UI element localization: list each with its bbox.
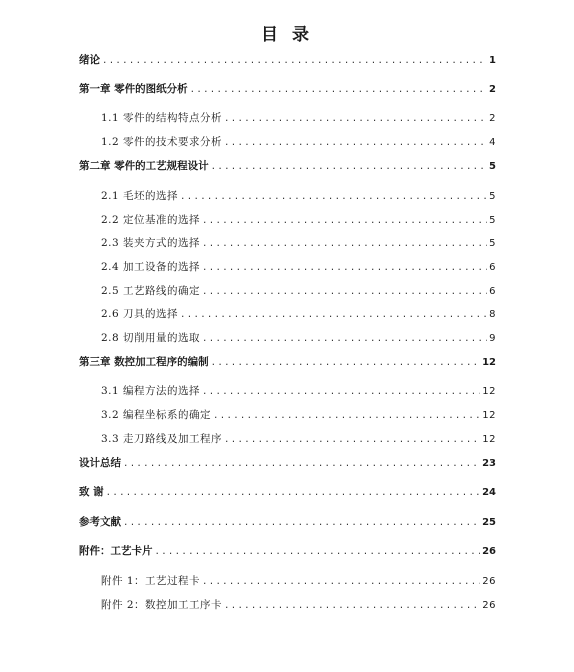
toc-page-number: 2	[489, 84, 496, 95]
toc-entry-text: 绪论	[79, 54, 100, 66]
toc-entry-text: 2.8 切削用量的选取	[101, 332, 201, 344]
toc-entry-text: 致 谢	[79, 486, 104, 498]
toc-entry-text: 2.2 定位基准的选择	[101, 214, 201, 226]
toc-entry-appendix-2	[101, 598, 496, 613]
toc-entry-text: 设计总结	[79, 457, 121, 469]
toc-page-number: 26	[482, 546, 496, 557]
toc-entry-chapter-1	[79, 82, 496, 97]
toc-entry-summary	[79, 456, 496, 471]
toc-entry-text: 3.2 编程坐标系的确定	[101, 409, 212, 421]
toc-entry-2-3	[101, 236, 496, 251]
toc-page-number: 6	[489, 286, 496, 297]
toc-page-number: 12	[482, 357, 496, 368]
toc-entry-text: 3.1 编程方法的选择	[101, 385, 201, 397]
toc-entry-2-1	[101, 189, 496, 204]
leader-dots	[211, 356, 480, 370]
toc-entry-appendix-1	[101, 574, 496, 589]
toc-page-number: 1	[489, 55, 496, 66]
toc-entry-text: 附件 1：工艺过程卡	[101, 575, 201, 587]
toc-page-number: 6	[489, 262, 496, 273]
toc-entry-text: 3.3 走刀路线及加工程序	[101, 433, 223, 445]
leader-dots	[224, 599, 480, 613]
leader-dots	[202, 214, 487, 228]
toc-entry-chapter-3	[79, 355, 496, 370]
toc-page-number: 24	[482, 487, 496, 498]
leader-dots	[202, 285, 487, 299]
leader-dots	[123, 516, 480, 530]
toc-entry-text: 附件 2：数控加工工序卡	[101, 599, 223, 611]
leader-dots	[224, 112, 487, 126]
leader-dots	[224, 136, 487, 150]
toc-entry-text: 1.2 零件的技术要求分析	[101, 136, 223, 148]
leader-dots	[190, 83, 487, 97]
toc-page-number: 23	[482, 458, 496, 469]
leader-dots	[106, 486, 480, 500]
toc-page-number: 5	[489, 238, 496, 249]
toc-entry-3-1	[101, 384, 496, 399]
toc-entry-1-2	[101, 135, 496, 150]
toc-page-number: 8	[489, 309, 496, 320]
leader-dots	[202, 385, 480, 399]
toc-entry-acknowledgements	[79, 485, 496, 500]
toc-page-number: 12	[482, 386, 496, 397]
leader-dots	[180, 308, 487, 322]
toc-entry-3-2	[101, 408, 496, 423]
toc-entry-3-3	[101, 432, 496, 447]
toc-page-number: 5	[489, 161, 496, 172]
toc-entry-text: 2.5 工艺路线的确定	[101, 285, 201, 297]
toc-entry-text: 附件：工艺卡片	[79, 545, 153, 557]
toc-entry-text: 2.6 刀具的选择	[101, 308, 179, 320]
toc-entry-chapter-2	[79, 159, 496, 174]
toc-entry-text: 2.3 装夹方式的选择	[101, 237, 201, 249]
toc-page-number: 26	[482, 600, 496, 611]
toc-entry-2-2	[101, 213, 496, 228]
toc-entry-text: 第二章 零件的工艺规程设计	[79, 160, 209, 172]
leader-dots	[211, 160, 487, 174]
toc-entry-text: 参考文献	[79, 516, 121, 528]
toc-entry-2-4	[101, 260, 496, 275]
toc-entry-text: 第一章 零件的图纸分析	[79, 83, 188, 95]
toc-page-number: 25	[482, 517, 496, 528]
leader-dots	[202, 261, 487, 275]
leader-dots	[202, 332, 487, 346]
toc-entry-text: 1.1 零件的结构特点分析	[101, 112, 223, 124]
toc-entry-text: 2.1 毛坯的选择	[101, 190, 179, 202]
toc-entry-references	[79, 515, 496, 530]
leader-dots	[102, 54, 487, 68]
toc-entry-text: 2.4 加工设备的选择	[101, 261, 201, 273]
toc-title: 目 录	[261, 25, 313, 45]
leader-dots	[202, 575, 480, 589]
leader-dots	[123, 457, 480, 471]
toc-entry-text: 第三章 数控加工程序的编制	[79, 356, 209, 368]
leader-dots	[224, 433, 480, 447]
leader-dots	[180, 190, 487, 204]
toc-page-number: 5	[489, 191, 496, 202]
leader-dots	[155, 545, 481, 559]
toc-entry-2-6	[101, 307, 496, 322]
toc-page-number: 2	[489, 113, 496, 124]
leader-dots	[202, 237, 487, 251]
toc-entry-2-5	[101, 284, 496, 299]
leader-dots	[213, 409, 480, 423]
toc-entry-intro	[79, 53, 496, 68]
toc-entry-1-1	[101, 111, 496, 126]
toc-page-number: 26	[482, 576, 496, 587]
toc-entry-appendix	[79, 544, 496, 559]
toc-page-number: 9	[489, 333, 496, 344]
toc-page-number: 4	[489, 137, 496, 148]
toc-page-number: 12	[482, 434, 496, 445]
toc-page-number: 5	[489, 215, 496, 226]
toc-entry-2-8	[101, 331, 496, 346]
toc-page-number: 12	[482, 410, 496, 421]
